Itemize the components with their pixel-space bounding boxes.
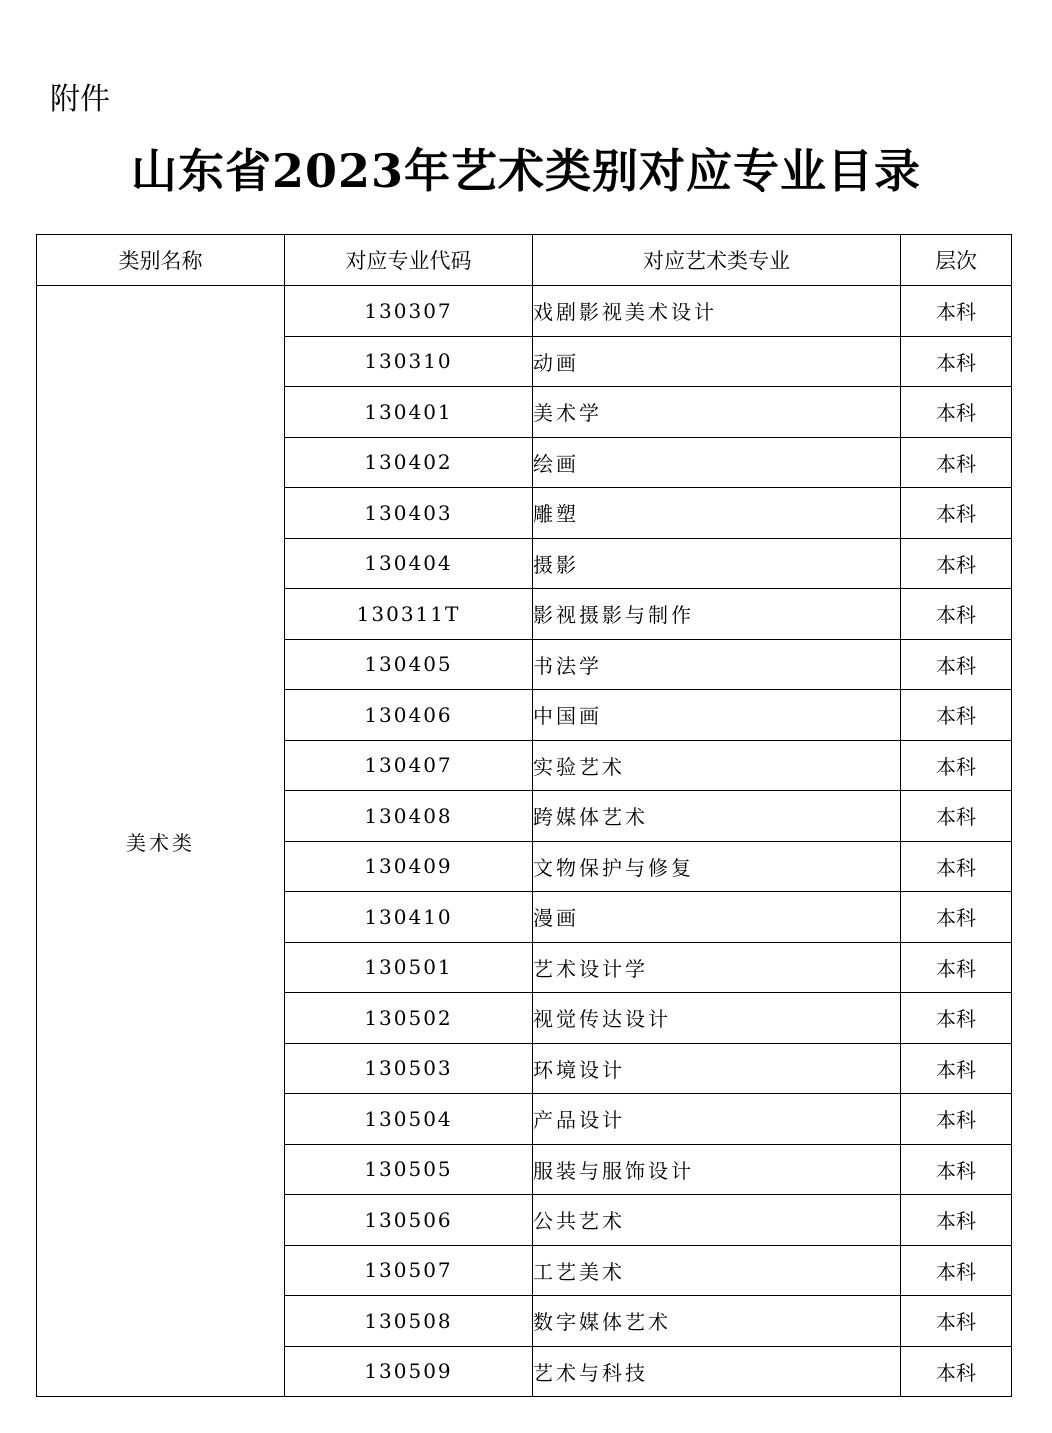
major-cell: 视觉传达设计 xyxy=(533,993,901,1044)
major-cell: 书法学 xyxy=(533,639,901,690)
level-cell: 本科 xyxy=(901,942,1012,993)
major-cell: 艺术设计学 xyxy=(533,942,901,993)
level-cell: 本科 xyxy=(901,1296,1012,1347)
level-cell: 本科 xyxy=(901,336,1012,387)
major-cell: 跨媒体艺术 xyxy=(533,791,901,842)
code-cell: 130408 xyxy=(285,791,533,842)
code-cell: 130504 xyxy=(285,1094,533,1145)
major-cell: 数字媒体艺术 xyxy=(533,1296,901,1347)
major-cell: 影视摄影与制作 xyxy=(533,589,901,640)
header-code: 对应专业代码 xyxy=(285,235,533,286)
major-cell: 雕塑 xyxy=(533,488,901,539)
code-cell: 130310 xyxy=(285,336,533,387)
level-cell: 本科 xyxy=(901,892,1012,943)
code-cell: 130405 xyxy=(285,639,533,690)
level-cell: 本科 xyxy=(901,740,1012,791)
code-cell: 130402 xyxy=(285,437,533,488)
level-cell: 本科 xyxy=(901,841,1012,892)
code-cell: 130307 xyxy=(285,286,533,337)
major-cell: 公共艺术 xyxy=(533,1195,901,1246)
level-cell: 本科 xyxy=(901,1094,1012,1145)
major-cell: 文物保护与修复 xyxy=(533,841,901,892)
code-cell: 130501 xyxy=(285,942,533,993)
document-title: 山东省2023年艺术类别对应专业目录 xyxy=(130,144,922,198)
level-cell: 本科 xyxy=(901,791,1012,842)
major-cell: 戏剧影视美术设计 xyxy=(533,286,901,337)
code-cell: 130503 xyxy=(285,1043,533,1094)
code-cell: 130407 xyxy=(285,740,533,791)
major-cell: 美术学 xyxy=(533,387,901,438)
code-cell: 130311T xyxy=(285,589,533,640)
code-cell: 130404 xyxy=(285,538,533,589)
major-cell: 环境设计 xyxy=(533,1043,901,1094)
major-cell: 实验艺术 xyxy=(533,740,901,791)
major-catalog-table xyxy=(36,234,1012,1397)
attachment-label: 附件 xyxy=(50,82,110,117)
code-cell: 130401 xyxy=(285,387,533,438)
level-cell: 本科 xyxy=(901,1195,1012,1246)
category-cell: 美术类 xyxy=(37,286,285,1397)
table-body xyxy=(37,286,1012,1397)
major-cell: 绘画 xyxy=(533,437,901,488)
code-cell: 130507 xyxy=(285,1245,533,1296)
header-major: 对应艺术类专业 xyxy=(533,235,901,286)
major-cell: 摄影 xyxy=(533,538,901,589)
code-cell: 130506 xyxy=(285,1195,533,1246)
code-cell: 130410 xyxy=(285,892,533,943)
major-cell: 服装与服饰设计 xyxy=(533,1144,901,1195)
level-cell: 本科 xyxy=(901,387,1012,438)
code-cell: 130409 xyxy=(285,841,533,892)
table-header-row xyxy=(37,235,1012,286)
level-cell: 本科 xyxy=(901,286,1012,337)
level-cell: 本科 xyxy=(901,1346,1012,1397)
code-cell: 130502 xyxy=(285,993,533,1044)
code-cell: 130508 xyxy=(285,1296,533,1347)
level-cell: 本科 xyxy=(901,589,1012,640)
level-cell: 本科 xyxy=(901,538,1012,589)
code-cell: 130403 xyxy=(285,488,533,539)
level-cell: 本科 xyxy=(901,639,1012,690)
major-cell: 产品设计 xyxy=(533,1094,901,1145)
major-cell: 艺术与科技 xyxy=(533,1346,901,1397)
major-cell: 中国画 xyxy=(533,690,901,741)
level-cell: 本科 xyxy=(901,1043,1012,1094)
code-cell: 130509 xyxy=(285,1346,533,1397)
level-cell: 本科 xyxy=(901,690,1012,741)
level-cell: 本科 xyxy=(901,1144,1012,1195)
table-row xyxy=(37,286,1012,337)
level-cell: 本科 xyxy=(901,488,1012,539)
header-category: 类别名称 xyxy=(37,235,285,286)
code-cell: 130505 xyxy=(285,1144,533,1195)
major-cell: 工艺美术 xyxy=(533,1245,901,1296)
level-cell: 本科 xyxy=(901,993,1012,1044)
code-cell: 130406 xyxy=(285,690,533,741)
level-cell: 本科 xyxy=(901,1245,1012,1296)
major-cell: 漫画 xyxy=(533,892,901,943)
level-cell: 本科 xyxy=(901,437,1012,488)
header-level: 层次 xyxy=(901,235,1012,286)
major-cell: 动画 xyxy=(533,336,901,387)
